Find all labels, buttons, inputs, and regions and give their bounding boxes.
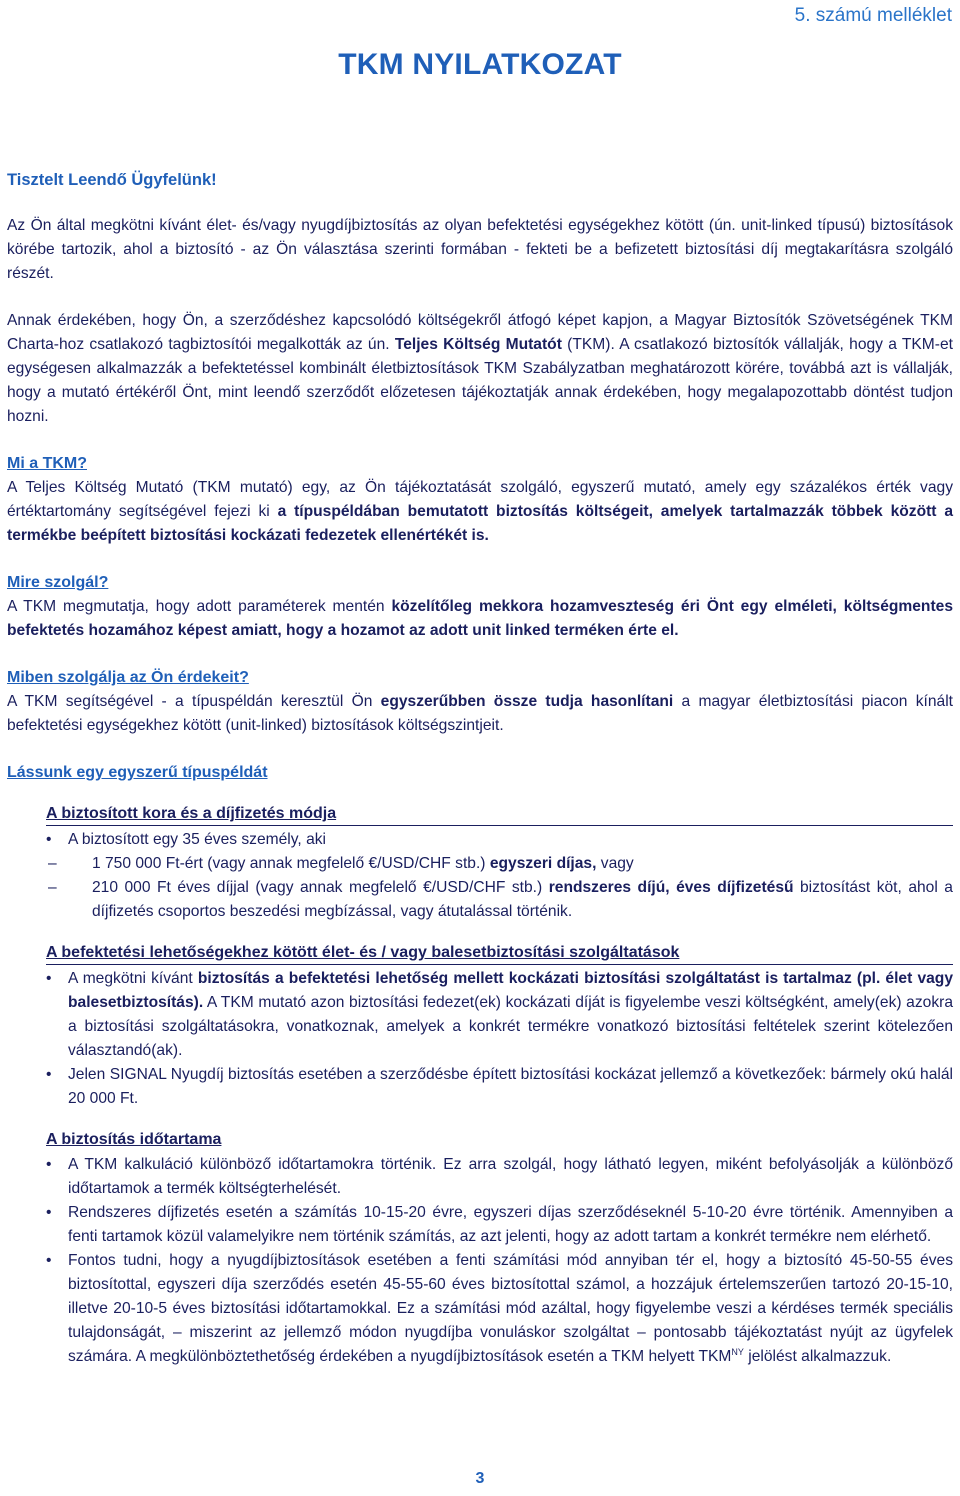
- text-run: A TKM megmutatja, hogy adott paraméterek mentén: [7, 598, 392, 615]
- list-item: [46, 1201, 953, 1249]
- text-run: Fontos tudni, hogy a nyugdíjbiztosítások esetében a fenti számítási mód annyiban tér el, hogy a biztosító 45-50-55 éves biztosítottal, egyszeri díja szerződés esetén 45-55-60 éves biztosítottal számol, a hozzájuk értelemszerűen tartozó 20-15-10, illetve 20-10-5 éves biztosítási időtartamokkal. Ez a számítási mód azáltal, hogy figyelembe veszi a kérdéses termék speciális tulajdonságát, – miszerint az jellemző módon nyugdíjba vonuláskor szolgáltat – pontosabb tájékoztatást nyújt az ügyfelek számára. A megkülönböztethetőség érdekében a nyugdíjbiztosítások esetén a TKM helyett TKM: [68, 1252, 953, 1365]
- annex-label: 5. számú melléklet: [794, 5, 952, 26]
- document-body: [7, 168, 953, 1369]
- question-answer: [7, 690, 953, 738]
- list-item: [46, 828, 953, 852]
- text-run: A biztosított egy 35 éves személy, aki: [68, 831, 326, 848]
- text-run: A TKM mutató azon biztosítási fedezet(ek) kockázati díját is figyelembe veszi költségként, amely(ek) azokra a biztosítási szolgáltatásokra, vonatkoznak, amelyek a konkrét termékre vonatkozó biztosítási feltételek szerint kötelezően választandó(ak).: [68, 994, 953, 1059]
- list-item: [46, 967, 953, 1063]
- dash-icon: –: [48, 855, 57, 872]
- section-title-text: A biztosítás időtartama: [46, 1131, 222, 1148]
- list-item: [46, 876, 953, 924]
- question-what-is-tkm: [7, 452, 953, 548]
- page-title: TKM NYILATKOZAT: [338, 48, 622, 81]
- section-services: [46, 942, 953, 1111]
- text-run: biztosítást köt, ahol a díjfizetés csoportos beszedési megbízással, vagy átutalással történik.: [92, 879, 953, 920]
- intro-paragraph: Az Ön által megkötni kívánt élet- és/vagy nyugdíjbiztosítás az olyan befektetési egységekhez kötött (ún. unit-linked típusú) biztosítások körébe tartozik, ahol a biztosító - az Ön választása szerinti formában - fekteti be a befizetett biztosítási díj megtakarításra szolgáló részét.: [7, 217, 953, 282]
- text-emphasis: egyszerűbben össze tudja hasonlítani: [380, 693, 674, 710]
- question-title: Mire szolgál?: [7, 574, 109, 591]
- text-run: (TKM). A csatlakozó biztosítók vállalják, hogy a TKM-et egységesen alkalmazzák a befektetéssel kombinált életbiztosítások TKM Szabályzatban meghatározott körére, továbbá azt is vállalják, hogy a mutató értékéről Önt, mint leendő szerződőt előzetesen tájékoztatják annak érdekében, hogy megalapozottabb döntést tudjon hozni.: [7, 336, 953, 425]
- tkm-charter-paragraph: [7, 309, 953, 429]
- bullet-icon: •: [46, 1204, 52, 1221]
- question-answer: [7, 595, 953, 643]
- greeting: Tisztelt Leendő Ügyfelünk!: [7, 171, 217, 189]
- text-run: Annak érdekében, hogy Ön, a szerződéshez kapcsolódó költségekről átfogó képet kapjon, a Magyar Biztosítók Szövetségének TKM Charta-hoz csatlakozó tagbiztosítói megalkották az ún.: [7, 312, 953, 353]
- text-run: 210 000 Ft éves díjjal (vagy annak megfelelő €/USD/CHF stb.): [92, 879, 549, 896]
- list-item: [46, 1153, 953, 1201]
- question-purpose: [7, 571, 953, 643]
- list-item: [46, 1063, 953, 1111]
- bullet-icon: •: [46, 1156, 52, 1173]
- text-run: Jelen SIGNAL Nyugdíj biztosítás esetében a szerződésbe épített biztosítási kockázat jellemző a következőek: bármely okú halál 20 000 Ft.: [68, 1066, 953, 1107]
- superscript: NY: [731, 1346, 744, 1357]
- question-interests: [7, 666, 953, 738]
- section-title: [46, 1129, 953, 1151]
- tkm-term: Teljes Költség Mutatót: [394, 336, 562, 353]
- example-title: Lássunk egy egyszerű típuspéldát: [7, 764, 268, 781]
- list-item: [46, 852, 953, 876]
- text-run: Rendszeres díjfizetés esetén a számítás 10-15-20 évre, egyszeri díjas szerződéseknél 5-10-20 évre történik. Amennyiben a fenti tartamok közül valamelyikre nem történik számítás, az azt jelenti, hogy az adott tartam a konkrét termékre nem elérhető.: [68, 1204, 953, 1245]
- text-emphasis: a típuspéldában bemutatott biztosítás költségeit, amelyek tartalmazzák többek között a termékbe beépített biztosítási kockázati fedezetek ellenértékét is.: [7, 503, 953, 544]
- text-run: 1 750 000 Ft-ért (vagy annak megfelelő €/USD/CHF stb.): [92, 855, 490, 872]
- text-run: A Teljes Költség Mutató (TKM mutató) egy, az Ön tájékoztatását szolgáló, egyszerű mutató, amely egy százalékos érték vagy értéktartomány segítségével fejezi ki: [7, 479, 953, 520]
- section-age-payment: [46, 803, 953, 924]
- bullet-icon: •: [46, 831, 52, 848]
- bullet-icon: •: [46, 1252, 52, 1269]
- page-number: 3: [475, 1470, 485, 1487]
- section-title: [46, 942, 953, 965]
- text-run: A TKM kalkuláció különböző időtartamokra történik. Ez arra szolgál, hogy látható legyen, miként befolyásolják a különböző időtartamok a termék költségterhelését.: [68, 1156, 953, 1197]
- section-duration: [46, 1129, 953, 1369]
- question-title: Mi a TKM?: [7, 455, 87, 472]
- list-item: [46, 1249, 953, 1369]
- question-answer: [7, 476, 953, 548]
- bullet-icon: •: [46, 970, 52, 987]
- text-emphasis: egyszeri díjas,: [489, 855, 597, 872]
- question-title: Miben szolgálja az Ön érdekeit?: [7, 669, 249, 686]
- section-title: [46, 803, 953, 826]
- text-run: vagy: [596, 855, 634, 872]
- text-emphasis: biztosítás a befektetési lehetőség mellett kockázati biztosítási szolgáltatást is tartalmaz (pl. élet vagy balesetbiztosítás).: [68, 970, 953, 1011]
- dash-icon: –: [48, 879, 57, 896]
- text-emphasis: közelítőleg mekkora hozamveszteség éri Önt egy elméleti, költségmentes befektetés hozamához képest amiatt, hogy a hozamot az adott unit linked terméken érte el.: [7, 598, 953, 639]
- text-emphasis: rendszeres díjú, éves díjfizetésű: [548, 879, 794, 896]
- text-run: A TKM segítségével - a típuspéldán keresztül Ön: [7, 693, 381, 710]
- text-run: A megkötni kívánt: [68, 970, 198, 987]
- section-title-text: A befektetési lehetőségekhez kötött élet- és / vagy balesetbiztosítási szolgáltatások: [46, 944, 680, 961]
- text-run: a magyar életbiztosítási piacon kínált befektetési egységekhez kötött (unit-linked) biztosítások költségszintjeit.: [7, 693, 954, 734]
- section-title-text: A biztosított kora és a díjfizetés módja: [46, 805, 337, 822]
- text-run: jelölést alkalmazzuk.: [743, 1348, 892, 1365]
- bullet-icon: •: [46, 1066, 52, 1083]
